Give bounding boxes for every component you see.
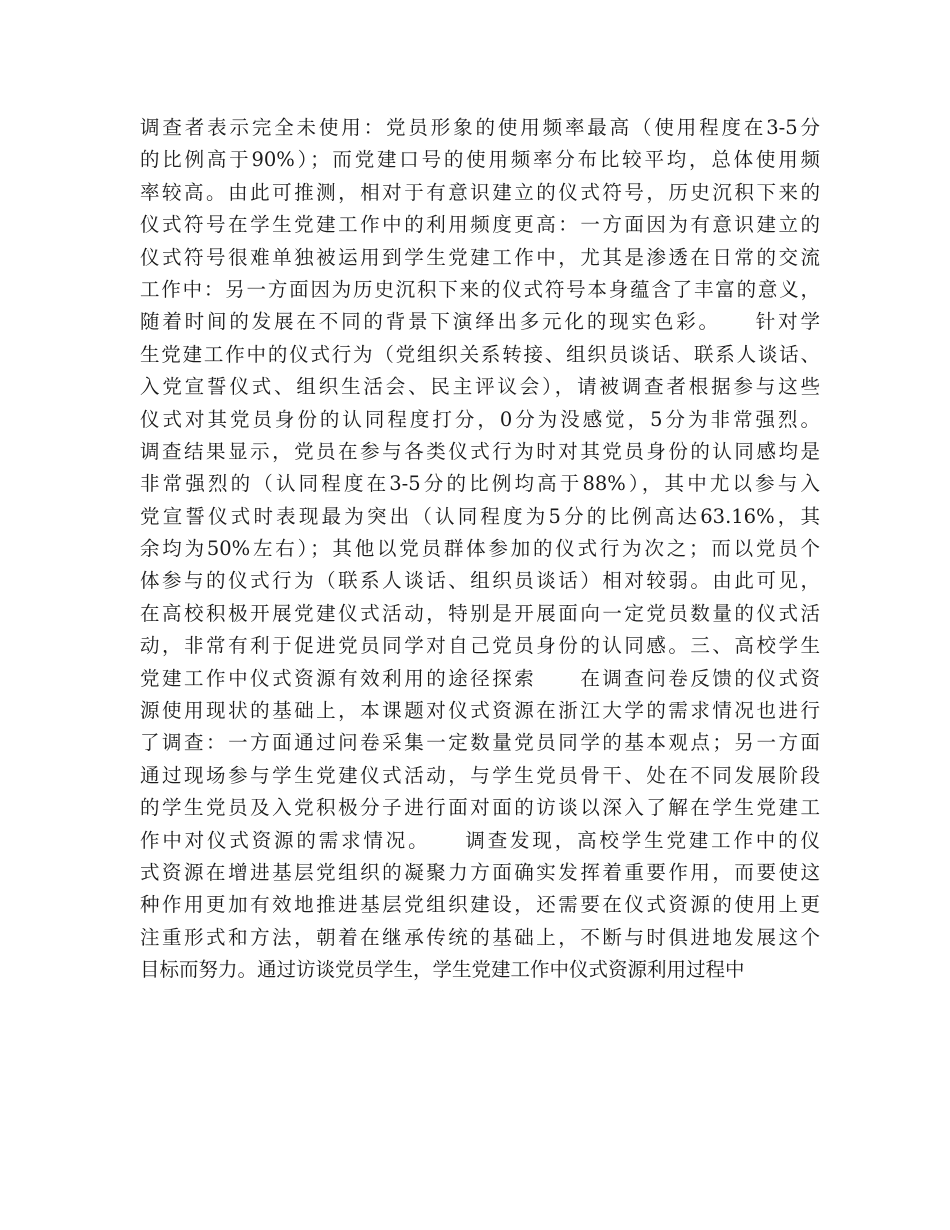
text-line: 随着时间的发展在不同的背景下演绎出多元化的现实色彩。 针对学 bbox=[140, 310, 820, 334]
text-line: 工作中：另一方面因为历史沉积下来的仪式符号本身蕴含了丰富的意义， bbox=[140, 277, 820, 301]
text-line: 体参与的仪式行为（联系人谈话、组织员谈话）相对较弱。由此可见， bbox=[140, 569, 820, 593]
text-line: 生党建工作中的仪式行为（党组织关系转接、组织员谈话、联系人谈话、 bbox=[140, 342, 820, 366]
text-line: 动，非常有利于促进党员同学对自己党员身份的认同感。三、高校学生 bbox=[140, 634, 820, 658]
text-line: 注重形式和方法，朝着在继承传统的基础上，不断与时俱进地发展这个 bbox=[140, 925, 820, 949]
text-line: 党建工作中仪式资源有效利用的途径探索 在调查问卷反馈的仪式资 bbox=[140, 666, 820, 690]
text-line: 党宣誓仪式时表现最为突出（认同程度为5分的比例高达63.16%，其 bbox=[140, 504, 820, 528]
text-line: 式资源在增进基层党组织的凝聚力方面确实发挥着重要作用，而要使这 bbox=[140, 860, 820, 884]
text-line: 调查结果显示，党员在参与各类仪式行为时对其党员身份的认同感均是 bbox=[140, 439, 820, 463]
text-line: 在高校积极开展党建仪式活动，特别是开展面向一定党员数量的仪式活 bbox=[140, 601, 820, 625]
text-line: 通过现场参与学生党建仪式活动，与学生党员骨干、处在不同发展阶段 bbox=[140, 763, 820, 787]
text-line: 源使用现状的基础上，本课题对仪式资源在浙江大学的需求情况也进行 bbox=[140, 699, 820, 723]
text-line: 的比例高于90%）；而党建口号的使用频率分布比较平均，总体使用频 bbox=[140, 148, 820, 172]
text-line: 目标而努力。通过访谈党员学生，学生党建工作中仪式资源利用过程中 bbox=[140, 958, 745, 982]
text-line: 非常强烈的（认同程度在3-5分的比例均高于88%），其中尤以参与入 bbox=[140, 472, 820, 496]
text-line: 了调查：一方面通过问卷采集一定数量党员同学的基本观点；另一方面 bbox=[140, 731, 820, 755]
text-line: 调查者表示完全未使用：党员形象的使用频率最高（使用程度在3-5分 bbox=[140, 116, 820, 139]
text-line: 仪式符号很难单独被运用到学生党建工作中，尤其是渗透在日常的交流 bbox=[140, 245, 820, 269]
text-line: 种作用更加有效地推进基层党组织建设，还需要在仪式资源的使用上更 bbox=[140, 893, 820, 917]
body-text bbox=[140, 112, 820, 987]
text-line: 率较高。由此可推测，相对于有意识建立的仪式符号，历史沉积下来的 bbox=[140, 180, 820, 204]
text-line: 仪式符号在学生党建工作中的利用频度更高：一方面因为有意识建立的 bbox=[140, 213, 820, 237]
text-line: 的学生党员及入党积极分子进行面对面的访谈以深入了解在学生党建工 bbox=[140, 796, 820, 820]
text-line: 入党宣誓仪式、组织生活会、民主评议会），请被调查者根据参与这些 bbox=[140, 375, 820, 399]
text-line: 作中对仪式资源的需求情况。 调查发现，高校学生党建工作中的仪 bbox=[140, 828, 820, 852]
text-line: 余均为50%左右）；其他以党员群体参加的仪式行为次之；而以党员个 bbox=[140, 537, 820, 561]
text-line: 仪式对其党员身份的认同程度打分，0分为没感觉，5分为非常强烈。 bbox=[140, 407, 820, 431]
